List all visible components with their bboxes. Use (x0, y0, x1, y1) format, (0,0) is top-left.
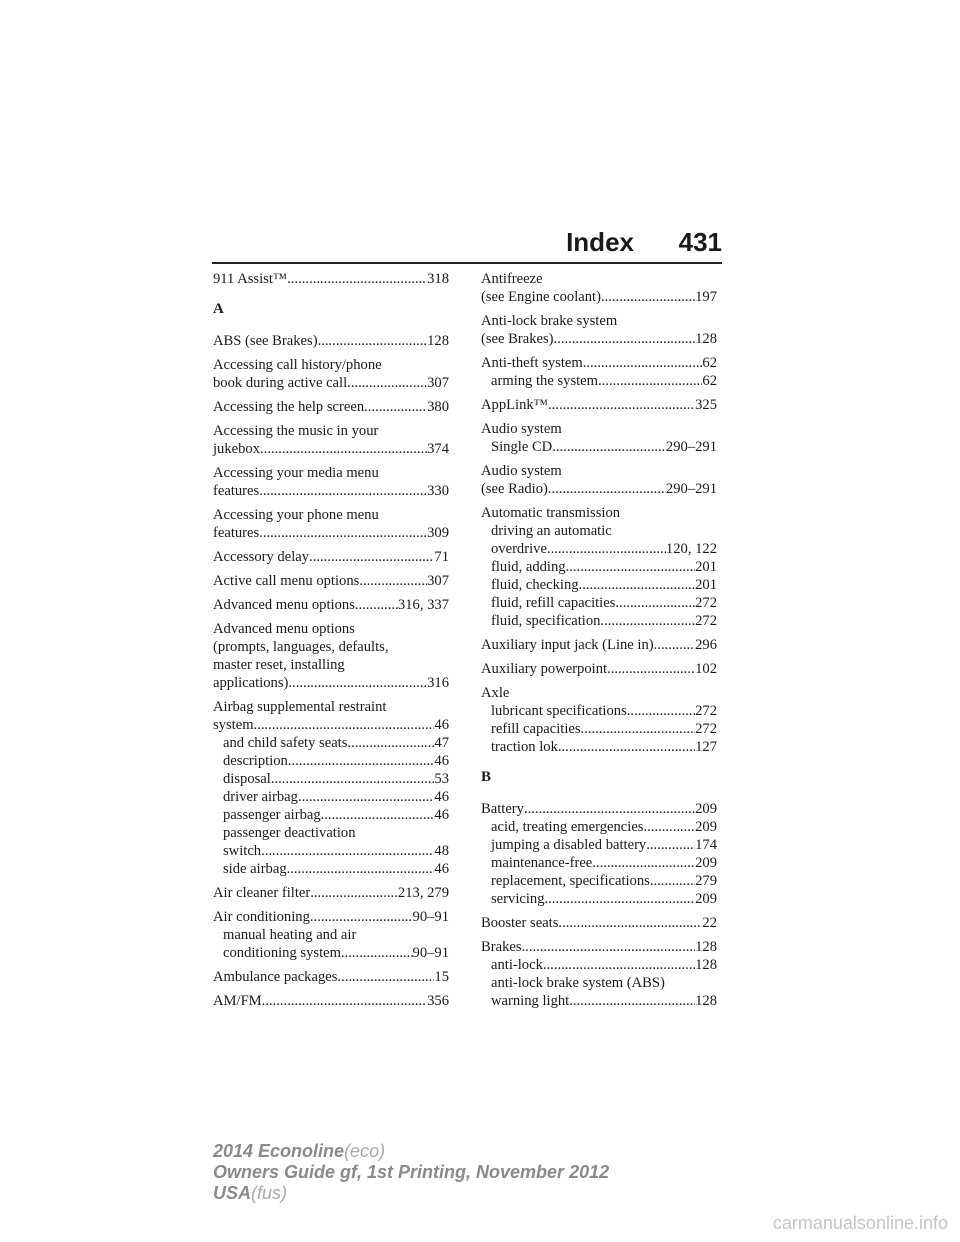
page-reference: 53 (434, 771, 449, 787)
page-reference: 174 (695, 837, 717, 853)
dot-leader (298, 788, 434, 806)
dot-leader (646, 836, 695, 854)
index-subentry-line (481, 992, 717, 1010)
page-reference: 309 (427, 525, 449, 541)
index-entry-line (213, 464, 449, 482)
page-reference: 46 (434, 861, 449, 877)
page-reference: 209 (695, 819, 717, 835)
footer-market-code: (fus) (251, 1183, 288, 1203)
entry-text: Accessing the music in your (213, 423, 379, 439)
entry-text: Airbag supplemental restraint (213, 699, 387, 715)
dot-leader (359, 572, 427, 590)
page-reference: 290–291 (665, 439, 717, 455)
index-entry-line (213, 422, 449, 440)
dot-leader (545, 890, 696, 908)
entry-text: passenger deactivation (223, 825, 356, 841)
index-entry-line (213, 506, 449, 524)
page-number: 431 (678, 227, 722, 257)
index-entry-line (213, 716, 449, 734)
index-entry (481, 660, 717, 678)
index-entry-line (213, 968, 449, 986)
index-entry (481, 800, 717, 908)
dot-leader (259, 524, 427, 542)
entry-text: (prompts, languages, defaults, (213, 639, 389, 655)
dot-leader (566, 558, 696, 576)
entry-text: system (213, 717, 254, 733)
entry-text: Anti-lock brake system (481, 313, 618, 329)
entry-text: Active call menu options (213, 573, 360, 589)
watermark: carmanualsonline.info (772, 1213, 948, 1233)
dot-leader (548, 480, 666, 498)
dot-leader (254, 716, 435, 734)
dot-leader (288, 674, 427, 692)
page-reference: 128 (695, 957, 717, 973)
index-subentry-line (481, 702, 717, 720)
entry-text: servicing (491, 891, 545, 907)
dot-leader (261, 842, 434, 860)
index-entry-line (481, 938, 717, 956)
index-entry-line (213, 270, 449, 288)
entry-text: Advanced menu options (213, 597, 355, 613)
entry-text: applications) (213, 675, 289, 691)
index-entry-line (481, 914, 717, 932)
index-entry (481, 914, 717, 932)
index-entry-line (481, 480, 717, 498)
index-entry (213, 884, 449, 902)
page-reference: 272 (695, 703, 717, 719)
index-subentry-line (481, 836, 717, 854)
index-entry (213, 464, 449, 500)
index-subentry-line (481, 956, 717, 974)
index-entry (213, 596, 449, 614)
index-letter-heading: A (213, 301, 224, 317)
page-reference: 307 (427, 573, 449, 589)
page-reference: 62 (702, 355, 717, 371)
index-entry (213, 968, 449, 986)
entry-text: disposal (223, 771, 271, 787)
page-reference: 22 (702, 915, 717, 931)
page-reference: 62 (702, 373, 717, 389)
page-reference: 307 (427, 375, 449, 391)
footer-edition: Owners Guide gf, 1st Printing, November 2012 (213, 1162, 610, 1182)
page-reference: 380 (427, 399, 449, 415)
index-entry (213, 572, 449, 590)
entry-text: Accessory delay (213, 549, 310, 565)
index-entry-line (481, 462, 717, 480)
dot-leader (548, 396, 695, 414)
entry-text: features (213, 483, 260, 499)
entry-text: fluid, checking (491, 577, 579, 593)
index-subentry-line (481, 720, 717, 738)
page-reference: 316 (427, 675, 449, 691)
index-entry (481, 684, 717, 756)
entry-text: master reset, installing (213, 657, 345, 673)
index-entry-line (213, 596, 449, 614)
entry-text: Anti-theft system (481, 355, 583, 371)
index-entry-line (213, 698, 449, 716)
index-entry-line (481, 330, 717, 348)
page-reference: 46 (434, 753, 449, 769)
entry-text: Accessing your media menu (213, 465, 379, 481)
index-entry-line (213, 572, 449, 590)
index-entry-line (481, 660, 717, 678)
index-entry-line (213, 398, 449, 416)
dot-leader (260, 440, 427, 458)
dot-leader (364, 398, 427, 416)
index-entry (481, 636, 717, 654)
index-entry-line (481, 270, 717, 288)
index-entry (213, 332, 449, 350)
entry-text: traction lok (491, 739, 558, 755)
entry-text: refill capacities (491, 721, 581, 737)
entry-text: (see Engine coolant) (481, 289, 601, 305)
entry-text: Brakes (481, 939, 522, 955)
entry-text: AM/FM (213, 993, 262, 1009)
page-reference: 213, 279 (397, 885, 449, 901)
dot-leader (287, 270, 427, 288)
entry-text: lubricant specifications (491, 703, 627, 719)
entry-text: Ambulance packages (213, 969, 338, 985)
page-reference: 272 (695, 613, 717, 629)
dot-leader (355, 596, 398, 614)
entry-text: ABS (see Brakes) (213, 333, 318, 349)
page-reference: 71 (434, 549, 449, 565)
entry-text: switch (223, 843, 262, 859)
index-entry-line (481, 396, 717, 414)
index-entry (213, 620, 449, 692)
index-entry (213, 992, 449, 1010)
index-subentry-line (213, 926, 449, 944)
page-reference: 209 (695, 855, 717, 871)
page-reference: 209 (695, 801, 717, 817)
dot-leader (321, 806, 435, 824)
entry-text: Auxiliary powerpoint (481, 661, 608, 677)
entry-text: jukebox (213, 441, 261, 457)
page-reference: 46 (434, 807, 449, 823)
index-entry (213, 908, 449, 962)
entry-text: anti-lock brake system (ABS) (491, 975, 665, 991)
index-entry-line (213, 524, 449, 542)
entry-text: Automatic transmission (481, 505, 621, 521)
entry-text: Accessing your phone menu (213, 507, 379, 523)
dot-leader (547, 540, 666, 558)
dot-leader (627, 702, 695, 720)
index-entry (481, 462, 717, 498)
entry-text: fluid, specification (491, 613, 601, 629)
index-entry-line (481, 420, 717, 438)
entry-text: acid, treating emergencies (491, 819, 644, 835)
dot-leader (598, 372, 702, 390)
index-entry (481, 420, 717, 456)
page-reference: 272 (695, 595, 717, 611)
entry-text: 911 Assist™ (213, 271, 288, 287)
index-entry-line (213, 332, 449, 350)
entry-text: fluid, adding (491, 559, 566, 575)
index-subentry-line (213, 842, 449, 860)
footer-market: USA (213, 1183, 252, 1203)
page-reference: 46 (434, 789, 449, 805)
dot-leader (271, 770, 435, 788)
dot-leader (579, 576, 696, 594)
page-reference: 356 (427, 993, 449, 1009)
index-subentry-line (213, 788, 449, 806)
page-reference: 316, 337 (397, 597, 449, 613)
page-reference: 102 (695, 661, 717, 677)
index-subentry-line (213, 734, 449, 752)
page-reference: 330 (427, 483, 449, 499)
page-reference: 374 (427, 441, 449, 457)
entry-text: Accessing the help screen (213, 399, 365, 415)
index-entry-line (213, 440, 449, 458)
page-reference: 127 (695, 739, 717, 755)
entry-text: Antifreeze (481, 271, 543, 287)
dot-leader (644, 818, 696, 836)
dot-leader (600, 612, 695, 630)
index-entry-line (213, 356, 449, 374)
index-entry-line (213, 548, 449, 566)
header-rule (212, 262, 722, 264)
entry-text: manual heating and air (223, 927, 357, 943)
index-subentry-line (481, 890, 717, 908)
dot-leader (654, 636, 695, 654)
dot-leader (310, 884, 398, 902)
index-entry (213, 698, 449, 878)
entry-text: Single CD (491, 439, 553, 455)
index-entry-line (481, 312, 717, 330)
index-entry-line (481, 288, 717, 306)
index-entry (213, 270, 449, 288)
entry-text: (see Radio) (481, 481, 548, 497)
page-reference: 90–91 (412, 909, 449, 925)
dot-leader (581, 720, 696, 738)
index-entry (213, 548, 449, 566)
page-reference: 296 (695, 637, 717, 653)
index-entry (481, 938, 717, 1010)
page-reference: 90–91 (412, 945, 449, 961)
index-subentry-line (481, 612, 717, 630)
page-reference: 209 (695, 891, 717, 907)
index-subentry-line (481, 558, 717, 576)
page-reference: 290–291 (665, 481, 717, 497)
dot-leader (552, 438, 666, 456)
dot-leader (287, 860, 435, 878)
index-entry-line (481, 636, 717, 654)
dot-leader (569, 992, 695, 1010)
index-letter-heading: B (481, 769, 492, 785)
index-subentry-line (213, 806, 449, 824)
index-subentry-line (481, 872, 717, 890)
dot-leader (601, 288, 695, 306)
entry-text: side airbag (223, 861, 287, 877)
dot-leader (288, 752, 435, 770)
index-entry-line (213, 674, 449, 692)
index-subentry-line (481, 576, 717, 594)
dot-leader (318, 332, 428, 350)
index-subentry-line (481, 372, 717, 390)
dot-leader (259, 482, 427, 500)
entry-text: book during active call (213, 375, 348, 391)
dot-leader (341, 944, 413, 962)
index-subentry-line (213, 752, 449, 770)
index-entry-line (213, 620, 449, 638)
index-subentry-line (481, 738, 717, 756)
index-entry (213, 506, 449, 542)
entry-text: Advanced menu options (213, 621, 355, 637)
entry-text: AppLink™ (481, 397, 548, 413)
dot-leader (615, 594, 695, 612)
page-reference: 46 (434, 717, 449, 733)
index-column-left (213, 270, 449, 1016)
page-reference: 48 (434, 843, 449, 859)
entry-text: jumping a disabled battery (491, 837, 647, 853)
index-entry (213, 398, 449, 416)
index-subentry-line (481, 974, 717, 992)
page-reference: 128 (695, 939, 717, 955)
entry-text: maintenance-free (491, 855, 593, 871)
footer-model: 2014 Econoline (213, 1141, 345, 1161)
page-reference: 128 (695, 993, 717, 1009)
index-entry (481, 354, 717, 390)
dot-leader (347, 374, 427, 392)
index-subentry-line (213, 824, 449, 842)
page-header (212, 222, 722, 264)
index-subentry-line (481, 594, 717, 612)
index-subentry-line (481, 522, 717, 540)
index-entry (213, 422, 449, 458)
entry-text: driving an automatic (491, 523, 612, 539)
index-entry-line (213, 656, 449, 674)
index-subentry-line (481, 540, 717, 558)
entry-text: Air conditioning (213, 909, 310, 925)
page-reference: 201 (695, 559, 717, 575)
dot-leader (558, 738, 695, 756)
dot-leader (543, 956, 695, 974)
dot-leader (337, 968, 434, 986)
index-entry-line (481, 684, 717, 702)
footer-model-code: (eco) (344, 1141, 386, 1161)
entry-text: overdrive (491, 541, 547, 557)
entry-text: Axle (481, 685, 510, 701)
entry-text: (see Brakes) (481, 331, 554, 347)
dot-leader (558, 914, 702, 932)
index-entry-line (213, 638, 449, 656)
entry-text: fluid, refill capacities (491, 595, 616, 611)
entry-text: Battery (481, 801, 524, 817)
index-entry (481, 504, 717, 630)
entry-text: replacement, specifications (491, 873, 650, 889)
dot-leader (650, 872, 695, 890)
index-subentry-line (213, 770, 449, 788)
dot-leader (583, 354, 703, 372)
dot-leader (347, 734, 434, 752)
index-subentry-line (481, 854, 717, 872)
page-reference: 325 (695, 397, 717, 413)
entry-text: anti-lock (491, 957, 543, 973)
document-footer (213, 1141, 609, 1204)
entry-text: Accessing call history/phone (213, 357, 382, 373)
index-entry (481, 396, 717, 414)
page-reference: 128 (427, 333, 449, 349)
page-title: Index (566, 227, 634, 257)
index-entry-line (213, 374, 449, 392)
page-reference: 128 (695, 331, 717, 347)
page-reference: 318 (427, 271, 449, 287)
page-reference: 47 (434, 735, 449, 751)
index-subentry-line (213, 860, 449, 878)
index-entry-line (213, 992, 449, 1010)
dot-leader (524, 800, 695, 818)
dot-leader (607, 660, 695, 678)
page-reference: 272 (695, 721, 717, 737)
index-entry-line (481, 354, 717, 372)
index-entry (481, 312, 717, 348)
entry-text: driver airbag (223, 789, 298, 805)
index-entry (213, 356, 449, 392)
index-entry-line (481, 800, 717, 818)
index-column-right (481, 270, 717, 1016)
index-entry-line (481, 504, 717, 522)
entry-text: and child safety seats (223, 735, 348, 751)
index-entry (481, 270, 717, 306)
page-reference: 201 (695, 577, 717, 593)
page-reference: 279 (695, 873, 717, 889)
dot-leader (592, 854, 695, 872)
dot-leader (262, 992, 427, 1010)
page-reference: 15 (434, 969, 449, 985)
dot-leader (309, 548, 434, 566)
entry-text: features (213, 525, 260, 541)
dot-leader (522, 938, 696, 956)
entry-text: Auxiliary input jack (Line in) (481, 637, 654, 653)
index-entry-line (213, 884, 449, 902)
index-entry-line (213, 482, 449, 500)
entry-text: passenger airbag (223, 807, 321, 823)
dot-leader (310, 908, 413, 926)
entry-text: Audio system (481, 463, 562, 479)
page-reference: 120, 122 (665, 541, 717, 557)
entry-text: conditioning system (223, 945, 341, 961)
index-entry-line (213, 908, 449, 926)
entry-text: description (223, 753, 288, 769)
entry-text: Air cleaner filter (213, 885, 311, 901)
entry-text: warning light (491, 993, 570, 1009)
entry-text: Booster seats (481, 915, 559, 931)
page-reference: 197 (695, 289, 717, 305)
index-subentry-line (481, 438, 717, 456)
dot-leader (554, 330, 696, 348)
index-subentry-line (213, 944, 449, 962)
entry-text: arming the system (491, 373, 599, 389)
index-subentry-line (481, 818, 717, 836)
entry-text: Audio system (481, 421, 562, 437)
